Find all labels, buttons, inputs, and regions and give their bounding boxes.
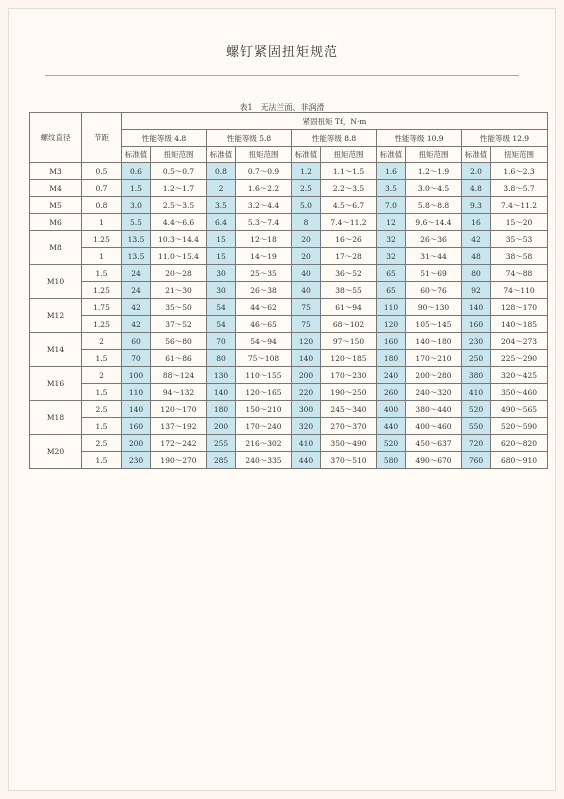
standard-value-cell: 140 (462, 299, 491, 316)
standard-value-cell: 40 (292, 282, 321, 299)
table-row (30, 180, 548, 197)
pitch-cell: 2.5 (82, 401, 122, 418)
standard-value-cell: 54 (207, 299, 236, 316)
standard-value-cell: 120 (292, 333, 321, 350)
standard-value-cell: 580 (377, 452, 406, 469)
standard-value-cell: 32 (377, 248, 406, 265)
torque-range-cell: 0.7～0.9 (236, 163, 292, 180)
standard-value-cell: 70 (122, 350, 151, 367)
pitch-cell: 2 (82, 367, 122, 384)
torque-range-cell: 3.2～4.4 (236, 197, 292, 214)
torque-range-cell: 94～132 (151, 384, 207, 401)
header-grade: 性能等级 4.8 (122, 130, 207, 147)
header-size: 螺纹直径 (30, 113, 82, 163)
torque-range-cell: 21～30 (151, 282, 207, 299)
standard-value-cell: 1.2 (292, 163, 321, 180)
thread-size-cell: M10 (30, 265, 82, 299)
torque-range-cell: 520～590 (491, 418, 548, 435)
torque-range-cell: 350～490 (321, 435, 377, 452)
torque-range-cell: 105～145 (406, 316, 462, 333)
header-standard-value: 标准值 (292, 147, 321, 163)
standard-value-cell: 440 (292, 452, 321, 469)
standard-value-cell: 65 (377, 265, 406, 282)
header-torque-range: 扭矩范围 (236, 147, 292, 163)
torque-range-cell: 0.5～0.7 (151, 163, 207, 180)
standard-value-cell: 13.5 (122, 231, 151, 248)
torque-range-cell: 9.6～14.4 (406, 214, 462, 231)
torque-range-cell: 26～36 (406, 231, 462, 248)
document-title: 螺钉紧固扭矩规范 (225, 45, 338, 60)
torque-range-cell: 16～26 (321, 231, 377, 248)
standard-value-cell: 0.8 (207, 163, 236, 180)
torque-range-cell: 450～637 (406, 435, 462, 452)
torque-range-cell: 61～86 (151, 350, 207, 367)
standard-value-cell: 70 (207, 333, 236, 350)
torque-range-cell: 36～52 (321, 265, 377, 282)
torque-range-cell: 4.4～6.6 (151, 214, 207, 231)
standard-value-cell: 3.0 (122, 197, 151, 214)
standard-value-cell: 200 (207, 418, 236, 435)
thread-size-cell: M20 (30, 435, 82, 469)
header-standard-value: 标准值 (122, 147, 151, 163)
torque-range-cell: 680～910 (491, 452, 548, 469)
standard-value-cell: 260 (377, 384, 406, 401)
standard-value-cell: 410 (462, 384, 491, 401)
torque-range-cell: 7.4～11.2 (321, 214, 377, 231)
table-row (30, 231, 548, 248)
torque-range-cell: 3.8～5.7 (491, 180, 548, 197)
torque-range-cell: 38～55 (321, 282, 377, 299)
pitch-cell: 1.25 (82, 282, 122, 299)
standard-value-cell: 220 (292, 384, 321, 401)
torque-range-cell: 60～76 (406, 282, 462, 299)
standard-value-cell: 110 (122, 384, 151, 401)
standard-value-cell: 255 (207, 435, 236, 452)
standard-value-cell: 75 (292, 299, 321, 316)
standard-value-cell: 140 (207, 384, 236, 401)
standard-value-cell: 65 (377, 282, 406, 299)
standard-value-cell: 2 (207, 180, 236, 197)
torque-range-cell: 26～38 (236, 282, 292, 299)
table-row (30, 367, 548, 384)
thread-size-cell: M16 (30, 367, 82, 401)
standard-value-cell: 130 (207, 367, 236, 384)
standard-value-cell: 8 (292, 214, 321, 231)
standard-value-cell: 3.5 (207, 197, 236, 214)
document-page (8, 8, 556, 791)
standard-value-cell: 120 (377, 316, 406, 333)
pitch-cell: 1 (82, 214, 122, 231)
torque-range-cell: 74～110 (491, 282, 548, 299)
pitch-cell: 2 (82, 333, 122, 350)
standard-value-cell: 140 (292, 350, 321, 367)
standard-value-cell: 7.0 (377, 197, 406, 214)
table-row (30, 282, 548, 299)
torque-range-cell: 12～18 (236, 231, 292, 248)
torque-range-cell: 490～670 (406, 452, 462, 469)
header-grade: 性能等级 12.9 (462, 130, 548, 147)
header-standard-value: 标准值 (207, 147, 236, 163)
standard-value-cell: 200 (292, 367, 321, 384)
torque-table (29, 112, 548, 469)
standard-value-cell: 42 (122, 316, 151, 333)
torque-range-cell: 15～20 (491, 214, 548, 231)
torque-range-cell: 490～565 (491, 401, 548, 418)
torque-range-cell: 61～94 (321, 299, 377, 316)
torque-range-cell: 190～270 (151, 452, 207, 469)
torque-range-cell: 68～102 (321, 316, 377, 333)
torque-range-cell: 225～290 (491, 350, 548, 367)
table-row (30, 418, 548, 435)
torque-range-cell: 1.1～1.5 (321, 163, 377, 180)
torque-range-cell: 25～35 (236, 265, 292, 282)
standard-value-cell: 160 (462, 316, 491, 333)
torque-range-cell: 128～170 (491, 299, 548, 316)
torque-range-cell: 90～130 (406, 299, 462, 316)
torque-range-cell: 170～210 (406, 350, 462, 367)
pitch-cell: 1.5 (82, 265, 122, 282)
table-row (30, 333, 548, 350)
pitch-cell: 1.5 (82, 452, 122, 469)
header-standard-value: 标准值 (377, 147, 406, 163)
torque-range-cell: 245～340 (321, 401, 377, 418)
torque-range-cell: 620～820 (491, 435, 548, 452)
standard-value-cell: 440 (377, 418, 406, 435)
pitch-cell: 0.7 (82, 180, 122, 197)
torque-range-cell: 240～320 (406, 384, 462, 401)
torque-range-cell: 51～69 (406, 265, 462, 282)
standard-value-cell: 180 (207, 401, 236, 418)
header-row-torque (30, 113, 548, 130)
standard-value-cell: 16 (462, 214, 491, 231)
standard-value-cell: 160 (122, 418, 151, 435)
standard-value-cell: 12 (377, 214, 406, 231)
thread-size-cell: M4 (30, 180, 82, 197)
header-standard-value: 标准值 (462, 147, 491, 163)
table-row (30, 350, 548, 367)
standard-value-cell: 75 (292, 316, 321, 333)
table-row (30, 299, 548, 316)
pitch-cell: 1.5 (82, 384, 122, 401)
pitch-cell: 0.8 (82, 197, 122, 214)
torque-range-cell: 137～192 (151, 418, 207, 435)
torque-range-cell: 54～94 (236, 333, 292, 350)
standard-value-cell: 40 (292, 265, 321, 282)
standard-value-cell: 15 (207, 248, 236, 265)
torque-range-cell: 11.0～15.4 (151, 248, 207, 265)
standard-value-cell: 1.6 (377, 163, 406, 180)
standard-value-cell: 1.5 (122, 180, 151, 197)
torque-range-cell: 75～108 (236, 350, 292, 367)
torque-range-cell: 320～425 (491, 367, 548, 384)
thread-size-cell: M8 (30, 231, 82, 265)
header-torque: 紧固扭矩 Tf，N·m (122, 113, 548, 130)
torque-range-cell: 200～280 (406, 367, 462, 384)
torque-range-cell: 140～185 (491, 316, 548, 333)
torque-range-cell: 35～53 (491, 231, 548, 248)
standard-value-cell: 15 (207, 231, 236, 248)
thread-size-cell: M5 (30, 197, 82, 214)
torque-range-cell: 370～510 (321, 452, 377, 469)
torque-range-cell: 74～88 (491, 265, 548, 282)
pitch-cell: 2.5 (82, 435, 122, 452)
table-row (30, 452, 548, 469)
table-row (30, 265, 548, 282)
standard-value-cell: 9.3 (462, 197, 491, 214)
standard-value-cell: 180 (377, 350, 406, 367)
standard-value-cell: 300 (292, 401, 321, 418)
torque-range-cell: 1.2～1.9 (406, 163, 462, 180)
standard-value-cell: 285 (207, 452, 236, 469)
torque-range-cell: 5.3～7.4 (236, 214, 292, 231)
torque-range-cell: 46～65 (236, 316, 292, 333)
torque-range-cell: 150～210 (236, 401, 292, 418)
thread-size-cell: M12 (30, 299, 82, 333)
standard-value-cell: 60 (122, 333, 151, 350)
torque-range-cell: 4.5～6.7 (321, 197, 377, 214)
thread-size-cell: M18 (30, 401, 82, 435)
torque-range-cell: 120～170 (151, 401, 207, 418)
torque-range-cell: 1.6～2.3 (491, 163, 548, 180)
header-torque-range: 扭矩范围 (406, 147, 462, 163)
thread-size-cell: M14 (30, 333, 82, 367)
standard-value-cell: 32 (377, 231, 406, 248)
torque-range-cell: 120～165 (236, 384, 292, 401)
pitch-cell: 1.75 (82, 299, 122, 316)
torque-range-cell: 17～28 (321, 248, 377, 265)
standard-value-cell: 230 (462, 333, 491, 350)
torque-range-cell: 5.8～8.8 (406, 197, 462, 214)
standard-value-cell: 200 (122, 435, 151, 452)
standard-value-cell: 250 (462, 350, 491, 367)
torque-range-cell: 270～370 (321, 418, 377, 435)
standard-value-cell: 240 (377, 367, 406, 384)
torque-range-cell: 38～58 (491, 248, 548, 265)
table-row (30, 163, 548, 180)
table-row (30, 401, 548, 418)
torque-range-cell: 204～273 (491, 333, 548, 350)
table-row (30, 248, 548, 265)
torque-range-cell: 172～242 (151, 435, 207, 452)
standard-value-cell: 13.5 (122, 248, 151, 265)
torque-range-cell: 2.2～3.5 (321, 180, 377, 197)
torque-range-cell: 120～185 (321, 350, 377, 367)
torque-range-cell: 88～124 (151, 367, 207, 384)
torque-range-cell: 190～250 (321, 384, 377, 401)
torque-range-cell: 400～460 (406, 418, 462, 435)
standard-value-cell: 5.5 (122, 214, 151, 231)
standard-value-cell: 320 (292, 418, 321, 435)
standard-value-cell: 20 (292, 231, 321, 248)
table-caption: 表1 无法兰面、非润滑 (239, 103, 325, 112)
standard-value-cell: 6.4 (207, 214, 236, 231)
standard-value-cell: 54 (207, 316, 236, 333)
standard-value-cell: 380 (462, 367, 491, 384)
torque-range-cell: 10.3～14.4 (151, 231, 207, 248)
table-row (30, 316, 548, 333)
standard-value-cell: 110 (377, 299, 406, 316)
torque-range-cell: 1.6～2.2 (236, 180, 292, 197)
standard-value-cell: 80 (207, 350, 236, 367)
standard-value-cell: 5.0 (292, 197, 321, 214)
header-torque-range: 扭矩范围 (491, 147, 548, 163)
standard-value-cell: 410 (292, 435, 321, 452)
standard-value-cell: 140 (122, 401, 151, 418)
torque-range-cell: 380～440 (406, 401, 462, 418)
header-torque-range: 扭矩范围 (321, 147, 377, 163)
standard-value-cell: 80 (462, 265, 491, 282)
pitch-cell: 0.5 (82, 163, 122, 180)
torque-range-cell: 56～80 (151, 333, 207, 350)
standard-value-cell: 550 (462, 418, 491, 435)
standard-value-cell: 720 (462, 435, 491, 452)
torque-range-cell: 110～155 (236, 367, 292, 384)
pitch-cell: 1.25 (82, 316, 122, 333)
standard-value-cell: 100 (122, 367, 151, 384)
torque-range-cell: 7.4～11.2 (491, 197, 548, 214)
torque-range-cell: 170～240 (236, 418, 292, 435)
standard-value-cell: 520 (377, 435, 406, 452)
torque-range-cell: 20～28 (151, 265, 207, 282)
standard-value-cell: 520 (462, 401, 491, 418)
torque-range-cell: 2.5～3.5 (151, 197, 207, 214)
torque-range-cell: 37～52 (151, 316, 207, 333)
torque-range-cell: 170～230 (321, 367, 377, 384)
standard-value-cell: 24 (122, 265, 151, 282)
torque-range-cell: 140～180 (406, 333, 462, 350)
standard-value-cell: 2.0 (462, 163, 491, 180)
standard-value-cell: 4.8 (462, 180, 491, 197)
standard-value-cell: 230 (122, 452, 151, 469)
table-row (30, 435, 548, 452)
standard-value-cell: 30 (207, 282, 236, 299)
standard-value-cell: 20 (292, 248, 321, 265)
standard-value-cell: 42 (462, 231, 491, 248)
torque-range-cell: 44～62 (236, 299, 292, 316)
thread-size-cell: M6 (30, 214, 82, 231)
header-grade: 性能等级 8.8 (292, 130, 377, 147)
standard-value-cell: 2.5 (292, 180, 321, 197)
table-body (30, 163, 548, 469)
standard-value-cell: 42 (122, 299, 151, 316)
standard-value-cell: 760 (462, 452, 491, 469)
pitch-cell: 1 (82, 248, 122, 265)
thread-size-cell: M3 (30, 163, 82, 180)
pitch-cell: 1.5 (82, 418, 122, 435)
table-row (30, 197, 548, 214)
header-grade: 性能等级 5.8 (207, 130, 292, 147)
torque-range-cell: 350～460 (491, 384, 548, 401)
torque-range-cell: 14～19 (236, 248, 292, 265)
standard-value-cell: 92 (462, 282, 491, 299)
standard-value-cell: 24 (122, 282, 151, 299)
standard-value-cell: 0.6 (122, 163, 151, 180)
standard-value-cell: 160 (377, 333, 406, 350)
standard-value-cell: 30 (207, 265, 236, 282)
table-row (30, 214, 548, 231)
torque-range-cell: 216～302 (236, 435, 292, 452)
pitch-cell: 1.25 (82, 231, 122, 248)
header-grade: 性能等级 10.9 (377, 130, 462, 147)
header-pitch: 节距 (82, 113, 122, 163)
standard-value-cell: 48 (462, 248, 491, 265)
torque-range-cell: 97～150 (321, 333, 377, 350)
title-divider (45, 75, 519, 76)
standard-value-cell: 3.5 (377, 180, 406, 197)
torque-range-cell: 240～335 (236, 452, 292, 469)
torque-range-cell: 31～44 (406, 248, 462, 265)
torque-range-cell: 35～50 (151, 299, 207, 316)
standard-value-cell: 400 (377, 401, 406, 418)
torque-range-cell: 1.2～1.7 (151, 180, 207, 197)
table-row (30, 384, 548, 401)
pitch-cell: 1.5 (82, 350, 122, 367)
header-torque-range: 扭矩范围 (151, 147, 207, 163)
torque-range-cell: 3.0～4.5 (406, 180, 462, 197)
